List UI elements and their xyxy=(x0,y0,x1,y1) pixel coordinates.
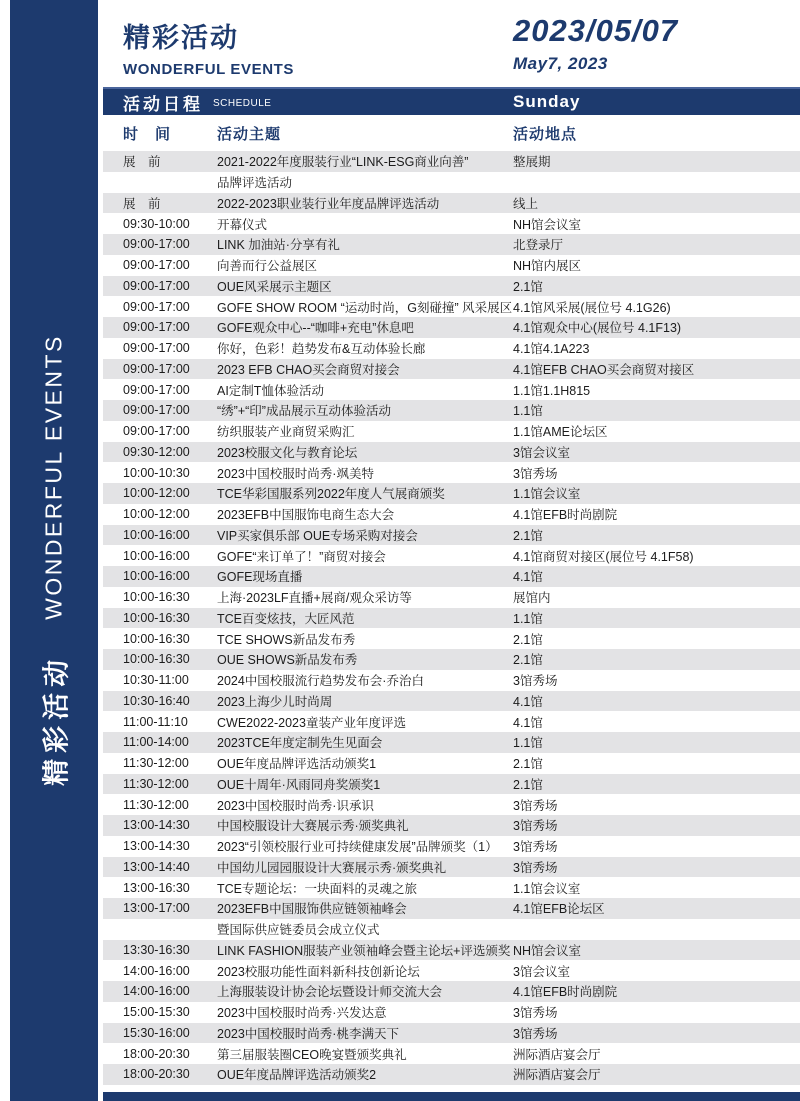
cell-location: 1.1馆 xyxy=(513,611,543,626)
table-row xyxy=(103,234,800,255)
cell-time: 11:30-12:00 xyxy=(123,756,189,771)
sidebar-title-cn: 精彩活动 xyxy=(41,653,72,786)
cell-time: 11:00-11:10 xyxy=(123,714,188,729)
table-row xyxy=(103,151,800,172)
cell-location: 2.1馆 xyxy=(513,528,543,543)
table-row xyxy=(103,919,800,940)
cell-time: 09:00-17:00 xyxy=(123,341,190,356)
cell-subject: LINK FASHION服装产业领袖峰会暨主论坛+评选颁奖 xyxy=(217,943,511,958)
column-header-subject: 活动主题 xyxy=(217,125,282,143)
cell-subject: 2023校服文化与教育论坛 xyxy=(217,445,358,460)
cell-subject: 向善而行公益展区 xyxy=(217,259,318,274)
table-row xyxy=(103,981,800,1002)
table-column-headers xyxy=(103,118,800,148)
cell-subject: 2023中国校服时尚秀·兴发达意 xyxy=(217,1006,387,1021)
cell-location: 2.1馆 xyxy=(513,632,543,647)
cell-subject: 2023中国校服时尚秀·桃李满天下 xyxy=(217,1026,399,1041)
schedule-bar xyxy=(103,87,800,115)
cell-time: 09:00-17:00 xyxy=(123,278,190,293)
cell-time: 10:00-12:00 xyxy=(123,486,190,501)
cell-subject: TCE SHOWS新品发布秀 xyxy=(217,632,356,647)
cell-subject: 上海服装设计协会论坛暨设计师交流大会 xyxy=(217,985,443,1000)
table-row xyxy=(103,276,800,297)
cell-time: 11:00-14:00 xyxy=(123,735,189,750)
cell-subject: TCE专题论坛：一块面料的灵魂之旅 xyxy=(217,881,418,896)
table-row xyxy=(103,1023,800,1044)
cell-location: 3馆秀场 xyxy=(513,674,558,689)
table-row xyxy=(103,940,800,961)
table-row xyxy=(103,711,800,732)
cell-time: 13:00-16:30 xyxy=(123,880,190,895)
cell-location: 3馆秀场 xyxy=(513,1026,558,1041)
cell-time: 10:00-16:30 xyxy=(123,631,190,646)
sidebar-title-en: WONDERFUL EVENTS xyxy=(40,334,67,620)
cell-time: 09:00-17:00 xyxy=(123,382,190,397)
cell-subject: 2021-2022年度服装行业“LINK-ESG商业向善” xyxy=(217,155,469,170)
table-row xyxy=(103,628,800,649)
cell-location: 1.1馆AME论坛区 xyxy=(513,425,608,440)
cell-time: 10:00-16:00 xyxy=(123,527,190,542)
cell-location: 3馆秀场 xyxy=(513,860,558,875)
table-row xyxy=(103,566,800,587)
cell-location: 4.1馆观众中心(展位号 4.1F13) xyxy=(513,321,682,336)
sidebar-vertical-title xyxy=(35,334,74,786)
cell-time: 展 前 xyxy=(123,155,161,170)
table-row xyxy=(103,836,800,857)
cell-time: 14:00-16:00 xyxy=(123,963,190,978)
cell-location: 4.1馆4.1A223 xyxy=(513,342,590,357)
cell-time: 13:00-17:00 xyxy=(123,901,190,916)
cell-subject: 品牌评选活动 xyxy=(217,176,293,191)
cell-time: 10:00-12:00 xyxy=(123,507,190,522)
cell-location: 4.1馆 xyxy=(513,570,543,585)
table-row xyxy=(103,213,800,234)
cell-time: 10:00-16:30 xyxy=(123,610,190,625)
cell-time: 13:00-14:30 xyxy=(123,818,190,833)
table-row xyxy=(103,608,800,629)
table-row xyxy=(103,483,800,504)
table-row xyxy=(103,857,800,878)
cell-time: 13:00-14:30 xyxy=(123,839,190,854)
cell-location: 4.1馆EFB时尚剧院 xyxy=(513,985,618,1000)
cell-subject: 纺织服装产业商贸采购汇 xyxy=(217,425,355,440)
cell-location: 3馆秀场 xyxy=(513,840,558,855)
cell-time: 11:30-12:00 xyxy=(123,797,189,812)
cell-subject: VIP买家俱乐部 OUE专场采购对接会 xyxy=(217,528,418,543)
cell-subject: 2023中国校服时尚秀·识承识 xyxy=(217,798,374,813)
cell-location: 整展期 xyxy=(513,155,551,170)
cell-time: 11:30-12:00 xyxy=(123,776,189,791)
cell-time: 09:30-12:00 xyxy=(123,444,190,459)
cell-subject: 第三届服装圈CEO晚宴暨颁奖典礼 xyxy=(217,1047,407,1062)
sidebar-banner xyxy=(10,0,98,1101)
cell-subject: 2023中国校服时尚秀·飒美特 xyxy=(217,466,374,481)
cell-subject: 2024中国校服流行趋势发布会·乔治白 xyxy=(217,674,424,689)
content-area xyxy=(103,0,800,1101)
table-row xyxy=(103,359,800,380)
cell-subject: OUE SHOWS新品发布秀 xyxy=(217,653,358,668)
cell-time: 13:00-14:40 xyxy=(123,859,190,874)
cell-location: 4.1馆EFB CHAO买会商贸对接区 xyxy=(513,362,695,377)
cell-location: 4.1馆 xyxy=(513,694,543,709)
cell-subject: CWE2022-2023童装产业年度评选 xyxy=(217,715,406,730)
cell-location: 4.1馆 xyxy=(513,715,543,730)
cell-location: NH馆会议室 xyxy=(513,217,582,232)
cell-subject: “绣”+“印”成品展示互动体验活动 xyxy=(217,404,391,419)
cell-subject: 2023“引领校服行业可持续健康发展”品牌颁奖（1） xyxy=(217,840,498,855)
cell-location: 1.1馆会议室 xyxy=(513,881,581,896)
table-row xyxy=(103,670,800,691)
table-row xyxy=(103,193,800,214)
cell-location: 3馆秀场 xyxy=(513,1006,558,1021)
page-subtitle: WONDERFUL EVENTS xyxy=(123,61,294,78)
cell-location: 1.1馆 xyxy=(513,404,543,419)
table-row xyxy=(103,338,800,359)
page-title-block xyxy=(123,16,294,78)
table-row xyxy=(103,587,800,608)
cell-time: 10:00-16:30 xyxy=(123,590,190,605)
cell-subject: 中国校服设计大赛展示秀·颁奖典礼 xyxy=(217,819,409,834)
cell-subject: OUE年度品牌评选活动颁奖2 xyxy=(217,1068,377,1083)
table-row xyxy=(103,462,800,483)
cell-subject: OUE十周年·风雨同舟奖颁奖1 xyxy=(217,777,381,792)
table-row xyxy=(103,774,800,795)
table-row xyxy=(103,379,800,400)
cell-location: 1.1馆会议室 xyxy=(513,487,581,502)
cell-location: 线上 xyxy=(513,196,539,211)
event-date: 2023/05/07 xyxy=(513,13,679,48)
cell-time: 09:00-17:00 xyxy=(123,299,190,314)
cell-time: 展 前 xyxy=(123,196,161,211)
cell-location: 2.1馆 xyxy=(513,757,543,772)
table-row xyxy=(103,255,800,276)
schedule-bar-subtitle: SCHEDULE xyxy=(213,98,272,109)
cell-location: 3馆秀场 xyxy=(513,798,558,813)
table-row xyxy=(103,400,800,421)
cell-subject: 2023EFB中国服饰供应链领袖峰会 xyxy=(217,902,407,917)
event-table xyxy=(103,151,800,1085)
cell-location: 3馆会议室 xyxy=(513,964,570,979)
cell-location: 1.1馆1.1H815 xyxy=(513,383,591,398)
cell-time: 15:30-16:00 xyxy=(123,1025,190,1040)
cell-location: 2.1馆 xyxy=(513,653,543,668)
cell-subject: 2022-2023职业装行业年度品牌评选活动 xyxy=(217,196,440,211)
event-date-alt: May7, 2023 xyxy=(513,54,608,73)
day-label: Sunday xyxy=(513,92,581,111)
cell-time: 09:00-17:00 xyxy=(123,237,190,252)
cell-time: 10:30-11:00 xyxy=(123,673,189,688)
cell-subject: TCE百变炫技，大匠风范 xyxy=(217,611,355,626)
cell-location: 1.1馆 xyxy=(513,736,543,751)
cell-location: 3馆秀场 xyxy=(513,819,558,834)
cell-subject: GOFE“来订单了！”商贸对接会 xyxy=(217,549,386,564)
cell-subject: 你好，色彩！趋势发布&互动体验长廊 xyxy=(217,342,426,357)
table-row xyxy=(103,1002,800,1023)
cell-location: 2.1馆 xyxy=(513,279,543,294)
cell-time: 09:00-17:00 xyxy=(123,424,190,439)
cell-subject: LINK 加油站·分享有礼 xyxy=(217,238,340,253)
cell-subject: AI定制T恤体验活动 xyxy=(217,383,324,398)
table-row xyxy=(103,296,800,317)
page-title: 精彩活动 xyxy=(123,23,239,53)
footer-bar xyxy=(103,1092,800,1101)
cell-subject: 2023EFB中国服饰电商生态大会 xyxy=(217,508,395,523)
table-row xyxy=(103,317,800,338)
table-row xyxy=(103,421,800,442)
cell-time: 18:00-20:30 xyxy=(123,1046,190,1061)
cell-subject: GOFE SHOW ROOM “运动时尚，G刻碰撞” 风采展区 xyxy=(217,300,513,315)
table-row xyxy=(103,525,800,546)
cell-location: 北登录厅 xyxy=(513,238,564,253)
cell-time: 13:30-16:30 xyxy=(123,942,190,957)
table-row xyxy=(103,732,800,753)
table-row xyxy=(103,691,800,712)
cell-time: 09:00-17:00 xyxy=(123,258,190,273)
cell-time: 09:00-17:00 xyxy=(123,320,190,335)
cell-location: NH馆会议室 xyxy=(513,943,582,958)
column-header-location: 活动地点 xyxy=(513,125,578,143)
cell-subject: 暨国际供应链委员会成立仪式 xyxy=(217,923,380,938)
event-date-block xyxy=(513,13,678,74)
cell-subject: 开幕仪式 xyxy=(217,217,268,232)
table-row xyxy=(103,794,800,815)
cell-subject: 2023 EFB CHAO买会商贸对接会 xyxy=(217,362,400,377)
cell-time: 09:00-17:00 xyxy=(123,361,190,376)
cell-subject: 2023TCE年度定制先生见面会 xyxy=(217,736,383,751)
cell-subject: 中国幼儿园园服设计大赛展示秀·颁奖典礼 xyxy=(217,860,447,875)
table-row xyxy=(103,1064,800,1085)
cell-subject: GOFE现场直播 xyxy=(217,570,303,585)
cell-location: 3馆秀场 xyxy=(513,466,558,481)
table-row xyxy=(103,545,800,566)
cell-time: 18:00-20:30 xyxy=(123,1067,190,1082)
cell-time: 10:00-10:30 xyxy=(123,465,190,480)
cell-location: 洲际酒店宴会厅 xyxy=(513,1047,601,1062)
cell-time: 10:00-16:00 xyxy=(123,569,190,584)
table-row xyxy=(103,1043,800,1064)
cell-location: 2.1馆 xyxy=(513,777,543,792)
cell-time: 10:30-16:40 xyxy=(123,693,190,708)
cell-location: 4.1馆风采展(展位号 4.1G26) xyxy=(513,300,671,315)
table-row xyxy=(103,960,800,981)
cell-time: 09:30-10:00 xyxy=(123,216,190,231)
cell-location: NH馆内展区 xyxy=(513,259,582,274)
cell-time: 09:00-17:00 xyxy=(123,403,190,418)
table-row xyxy=(103,877,800,898)
cell-time: 15:00-15:30 xyxy=(123,1005,190,1020)
cell-subject: OUE风采展示主题区 xyxy=(217,279,332,294)
cell-subject: 2023上海少儿时尚周 xyxy=(217,694,333,709)
cell-subject: GOFE观众中心--“咖啡+充电”休息吧 xyxy=(217,321,414,336)
table-row xyxy=(103,442,800,463)
cell-subject: TCE华彩国服系列2022年度人气展商颁奖 xyxy=(217,487,445,502)
cell-location: 3馆会议室 xyxy=(513,445,570,460)
column-header-time: 时 间 xyxy=(123,125,172,143)
table-row xyxy=(103,504,800,525)
cell-time: 10:00-16:00 xyxy=(123,548,190,563)
cell-location: 展馆内 xyxy=(513,591,551,606)
table-row xyxy=(103,649,800,670)
table-row xyxy=(103,172,800,193)
cell-location: 4.1馆商贸对接区(展位号 4.1F58) xyxy=(513,549,694,564)
cell-time: 10:00-16:30 xyxy=(123,652,190,667)
cell-subject: 2023校服功能性面料新科技创新论坛 xyxy=(217,964,420,979)
cell-subject: OUE年度品牌评选活动颁奖1 xyxy=(217,757,377,772)
table-row xyxy=(103,898,800,919)
cell-subject: 上海·2023LF直播+展商/观众采访等 xyxy=(217,591,412,606)
table-row xyxy=(103,815,800,836)
cell-location: 4.1馆EFB论坛区 xyxy=(513,902,605,917)
cell-time: 14:00-16:00 xyxy=(123,984,190,999)
cell-location: 4.1馆EFB时尚剧院 xyxy=(513,508,618,523)
schedule-bar-title: 活动日程 xyxy=(123,94,203,114)
table-row xyxy=(103,753,800,774)
cell-location: 洲际酒店宴会厅 xyxy=(513,1068,601,1083)
